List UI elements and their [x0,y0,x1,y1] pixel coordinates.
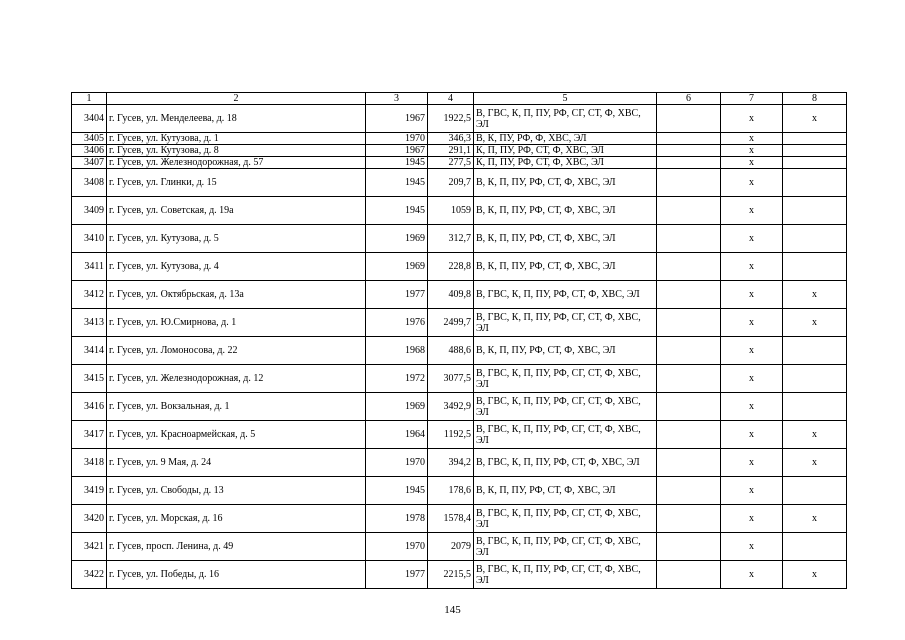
row-number-cell: 3422 [72,561,107,589]
col7-mark-cell: х [721,337,783,365]
systems-cell: В, К, П, ПУ, РФ, СТ, Ф, ХВС, ЭЛ [474,225,657,253]
systems-cell: В, К, П, ПУ, РФ, СТ, Ф, ХВС, ЭЛ [474,253,657,281]
year-cell: 1977 [366,561,428,589]
area-cell: 1192,5 [428,421,474,449]
col8-mark-cell: х [783,421,847,449]
table-row [72,197,847,225]
year-cell: 1945 [366,477,428,505]
col7-mark-cell: х [721,421,783,449]
row-number-cell: 3420 [72,505,107,533]
table-row [72,281,847,309]
col6-cell [657,449,721,477]
systems-cell: К, П, ПУ, РФ, СТ, Ф, ХВС, ЭЛ [474,157,657,169]
col6-cell [657,105,721,133]
col6-cell [657,253,721,281]
address-cell: г. Гусев, ул. Глинки, д. 15 [107,169,366,197]
col6-cell [657,533,721,561]
address-cell: г. Гусев, ул. Кутузова, д. 4 [107,253,366,281]
address-cell: г. Гусев, ул. Ломоносова, д. 22 [107,337,366,365]
systems-cell: В, ГВС, К, П, ПУ, РФ, СГ, СТ, Ф, ХВС, ЭЛ [474,105,657,133]
area-cell: 178,6 [428,477,474,505]
row-number-cell: 3405 [72,133,107,145]
address-cell: г. Гусев, ул. Вокзальная, д. 1 [107,393,366,421]
table-row [72,449,847,477]
col6-cell [657,421,721,449]
col8-mark-cell [783,169,847,197]
col8-mark-cell [783,337,847,365]
col7-mark-cell: х [721,105,783,133]
area-cell: 2215,5 [428,561,474,589]
col8-mark-cell [783,253,847,281]
address-cell: г. Гусев, ул. 9 Мая, д. 24 [107,449,366,477]
col8-mark-cell: х [783,561,847,589]
systems-cell: К, П, ПУ, РФ, СТ, Ф, ХВС, ЭЛ [474,145,657,157]
table-row [72,253,847,281]
header-cell: 4 [428,93,474,105]
year-cell: 1967 [366,105,428,133]
year-cell: 1970 [366,449,428,477]
col7-mark-cell: х [721,225,783,253]
col6-cell [657,169,721,197]
col7-mark-cell: х [721,309,783,337]
table-row [72,421,847,449]
address-cell: г. Гусев, ул. Советская, д. 19а [107,197,366,225]
col6-cell [657,561,721,589]
systems-cell: В, К, П, ПУ, РФ, СТ, Ф, ХВС, ЭЛ [474,337,657,365]
col8-mark-cell [783,157,847,169]
systems-cell: В, ГВС, К, П, ПУ, РФ, СГ, СТ, Ф, ХВС, ЭЛ [474,533,657,561]
header-cell: 7 [721,93,783,105]
row-number-cell: 3410 [72,225,107,253]
area-cell: 1922,5 [428,105,474,133]
area-cell: 2079 [428,533,474,561]
col7-mark-cell: х [721,197,783,225]
col8-mark-cell [783,533,847,561]
area-cell: 3492,9 [428,393,474,421]
address-cell: г. Гусев, ул. Кутузова, д. 8 [107,145,366,157]
row-number-cell: 3404 [72,105,107,133]
col6-cell [657,133,721,145]
address-cell: г. Гусев, ул. Менделеева, д. 18 [107,105,366,133]
col7-mark-cell: х [721,449,783,477]
header-cell: 8 [783,93,847,105]
col8-mark-cell: х [783,449,847,477]
col6-cell [657,225,721,253]
systems-cell: В, ГВС, К, П, ПУ, РФ, СТ, Ф, ХВС, ЭЛ [474,449,657,477]
systems-cell: В, К, П, ПУ, РФ, СТ, Ф, ХВС, ЭЛ [474,169,657,197]
address-cell: г. Гусев, ул. Кутузова, д. 5 [107,225,366,253]
col8-mark-cell: х [783,105,847,133]
row-number-cell: 3407 [72,157,107,169]
area-cell: 228,8 [428,253,474,281]
page-number: 145 [444,604,461,616]
area-cell: 291,1 [428,145,474,157]
row-number-cell: 3417 [72,421,107,449]
year-cell: 1945 [366,157,428,169]
year-cell: 1977 [366,281,428,309]
area-cell: 277,5 [428,157,474,169]
col6-cell [657,337,721,365]
table-row [72,505,847,533]
area-cell: 346,3 [428,133,474,145]
year-cell: 1968 [366,337,428,365]
col7-mark-cell: х [721,393,783,421]
col8-mark-cell [783,197,847,225]
col6-cell [657,157,721,169]
table-row [72,533,847,561]
table-header-row [72,93,847,105]
col8-mark-cell [783,145,847,157]
area-cell: 312,7 [428,225,474,253]
col7-mark-cell: х [721,169,783,197]
systems-cell: В, К, ПУ, РФ, Ф, ХВС, ЭЛ [474,133,657,145]
col6-cell [657,393,721,421]
systems-cell: В, ГВС, К, П, ПУ, РФ, СГ, СТ, Ф, ХВС, ЭЛ [474,421,657,449]
table-row [72,337,847,365]
area-cell: 1059 [428,197,474,225]
header-cell: 3 [366,93,428,105]
col6-cell [657,365,721,393]
table-row [72,133,847,145]
address-cell: г. Гусев, ул. Морская, д. 16 [107,505,366,533]
row-number-cell: 3413 [72,309,107,337]
area-cell: 1578,4 [428,505,474,533]
row-number-cell: 3419 [72,477,107,505]
table-row [72,561,847,589]
col6-cell [657,309,721,337]
year-cell: 1976 [366,309,428,337]
address-cell: г. Гусев, ул. Победы, д. 16 [107,561,366,589]
col7-mark-cell: х [721,157,783,169]
row-number-cell: 3416 [72,393,107,421]
header-cell: 6 [657,93,721,105]
systems-cell: В, ГВС, К, П, ПУ, РФ, СТ, Ф, ХВС, ЭЛ [474,281,657,309]
systems-cell: В, ГВС, К, П, ПУ, РФ, СГ, СТ, Ф, ХВС, ЭЛ [474,561,657,589]
col8-mark-cell [783,225,847,253]
col8-mark-cell: х [783,281,847,309]
col8-mark-cell [783,365,847,393]
year-cell: 1969 [366,393,428,421]
table-row [72,225,847,253]
table-row [72,393,847,421]
col6-cell [657,477,721,505]
year-cell: 1978 [366,505,428,533]
row-number-cell: 3414 [72,337,107,365]
address-cell: г. Гусев, ул. Октябрьская, д. 13а [107,281,366,309]
col7-mark-cell: х [721,505,783,533]
address-cell: г. Гусев, просп. Ленина, д. 49 [107,533,366,561]
area-cell: 488,6 [428,337,474,365]
col7-mark-cell: х [721,477,783,505]
year-cell: 1970 [366,533,428,561]
col8-mark-cell [783,393,847,421]
row-number-cell: 3411 [72,253,107,281]
col6-cell [657,145,721,157]
table-row [72,477,847,505]
col8-mark-cell: х [783,309,847,337]
row-number-cell: 3415 [72,365,107,393]
year-cell: 1945 [366,169,428,197]
table-row [72,105,847,133]
header-cell: 5 [474,93,657,105]
col8-mark-cell: х [783,505,847,533]
address-cell: г. Гусев, ул. Свободы, д. 13 [107,477,366,505]
address-cell: г. Гусев, ул. Кутузова, д. 1 [107,133,366,145]
col7-mark-cell: х [721,561,783,589]
row-number-cell: 3412 [72,281,107,309]
systems-cell: В, ГВС, К, П, ПУ, РФ, СГ, СТ, Ф, ХВС, ЭЛ [474,393,657,421]
area-cell: 209,7 [428,169,474,197]
housing-registry-table [71,92,847,589]
row-number-cell: 3421 [72,533,107,561]
row-number-cell: 3408 [72,169,107,197]
col7-mark-cell: х [721,145,783,157]
area-cell: 3077,5 [428,365,474,393]
systems-cell: В, ГВС, К, П, ПУ, РФ, СГ, СТ, Ф, ХВС, ЭЛ [474,505,657,533]
area-cell: 409,8 [428,281,474,309]
address-cell: г. Гусев, ул. Ю.Смирнова, д. 1 [107,309,366,337]
address-cell: г. Гусев, ул. Железнодорожная, д. 12 [107,365,366,393]
area-cell: 394,2 [428,449,474,477]
col8-mark-cell [783,133,847,145]
col6-cell [657,197,721,225]
year-cell: 1964 [366,421,428,449]
col7-mark-cell: х [721,281,783,309]
year-cell: 1972 [366,365,428,393]
header-cell: 1 [72,93,107,105]
registry-table-container [71,92,847,589]
row-number-cell: 3409 [72,197,107,225]
area-cell: 2499,7 [428,309,474,337]
table-row [72,145,847,157]
row-number-cell: 3418 [72,449,107,477]
col6-cell [657,505,721,533]
year-cell: 1969 [366,225,428,253]
address-cell: г. Гусев, ул. Красноармейская, д. 5 [107,421,366,449]
col8-mark-cell [783,477,847,505]
col7-mark-cell: х [721,365,783,393]
year-cell: 1945 [366,197,428,225]
col7-mark-cell: х [721,253,783,281]
systems-cell: В, ГВС, К, П, ПУ, РФ, СГ, СТ, Ф, ХВС, ЭЛ [474,365,657,393]
year-cell: 1970 [366,133,428,145]
col6-cell [657,281,721,309]
table-row [72,309,847,337]
address-cell: г. Гусев, ул. Железнодорожная, д. 57 [107,157,366,169]
table-body [72,93,847,589]
table-row [72,365,847,393]
header-cell: 2 [107,93,366,105]
table-row [72,157,847,169]
year-cell: 1969 [366,253,428,281]
row-number-cell: 3406 [72,145,107,157]
year-cell: 1967 [366,145,428,157]
systems-cell: В, ГВС, К, П, ПУ, РФ, СГ, СТ, Ф, ХВС, ЭЛ [474,309,657,337]
systems-cell: В, К, П, ПУ, РФ, СТ, Ф, ХВС, ЭЛ [474,197,657,225]
col7-mark-cell: х [721,133,783,145]
systems-cell: В, К, П, ПУ, РФ, СТ, Ф, ХВС, ЭЛ [474,477,657,505]
col7-mark-cell: х [721,533,783,561]
table-row [72,169,847,197]
